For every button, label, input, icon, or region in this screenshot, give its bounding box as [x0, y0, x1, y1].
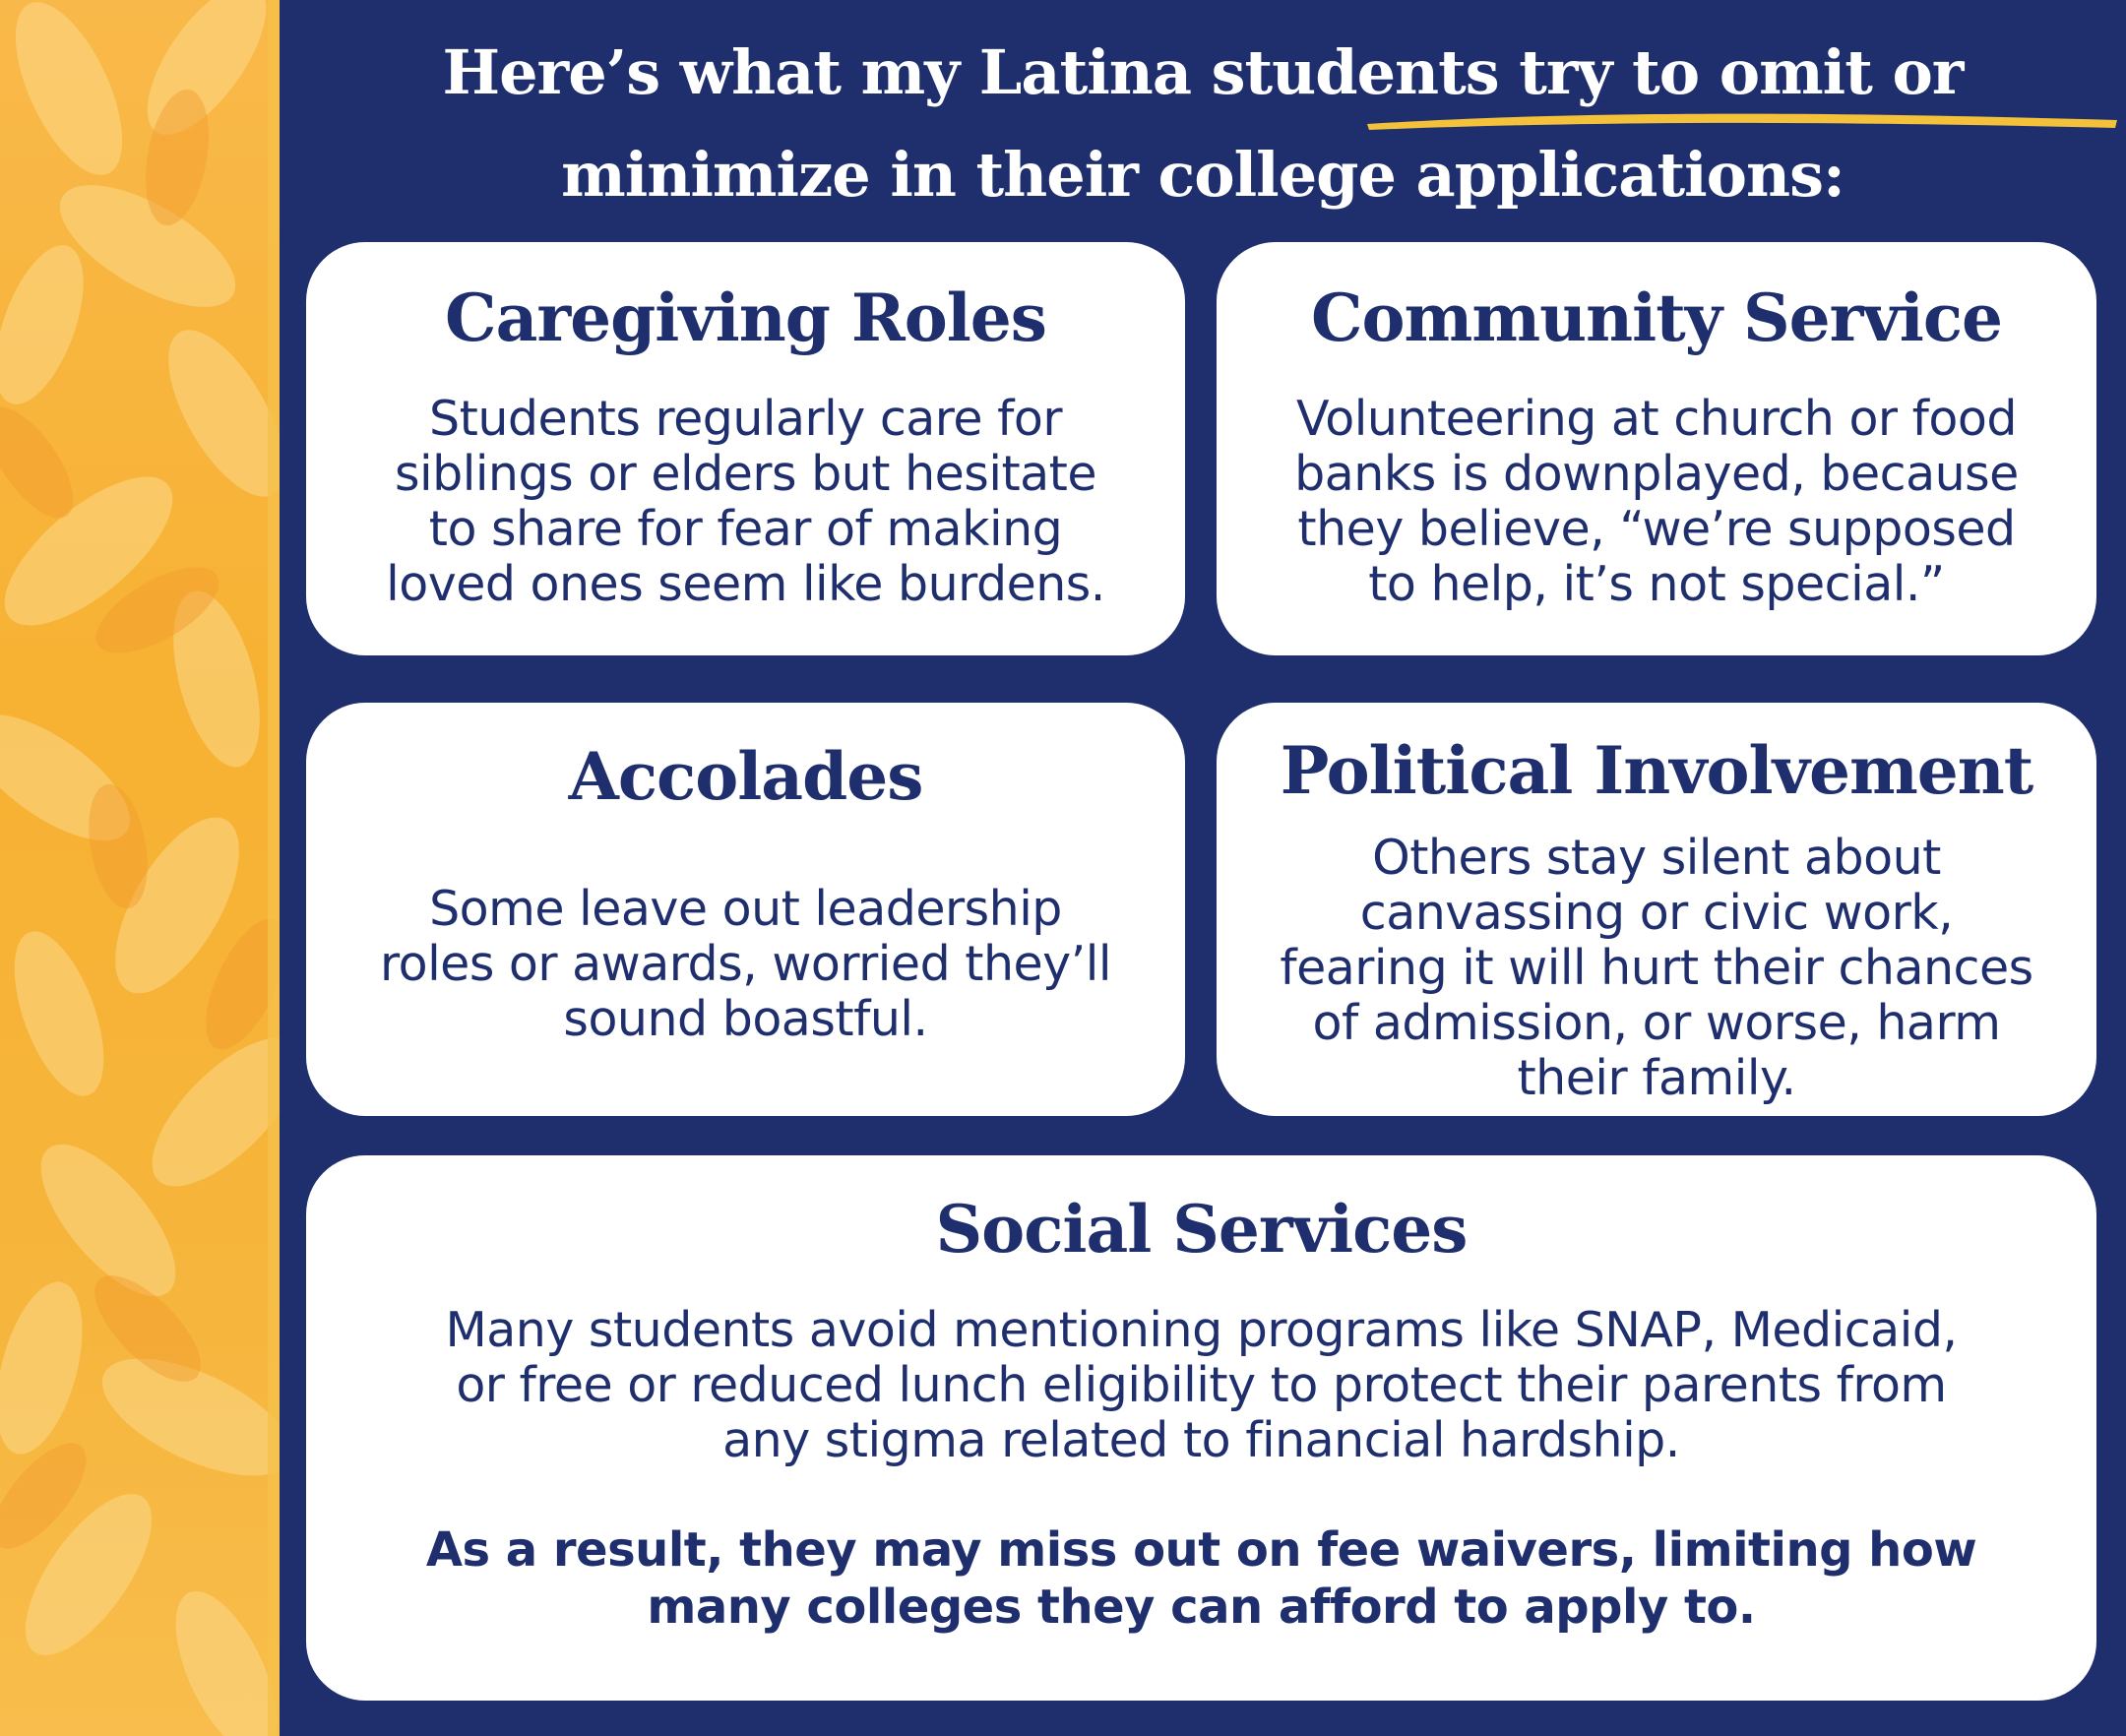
card-body-line: their family. — [1517, 1050, 1796, 1106]
card-body — [306, 1303, 2096, 1468]
card-body-line: of admission, or worse, harm — [1312, 995, 2001, 1051]
card-title: Caregiving Roles — [445, 279, 1046, 356]
card-body-line: Some leave out leadership — [429, 881, 1062, 937]
card-body-line: sound boastful. — [563, 991, 928, 1047]
card-body-line: Volunteering at church or food — [1296, 391, 2017, 447]
card-body — [1217, 392, 2096, 612]
card-body-line: banks is downplayed, because — [1294, 446, 2019, 502]
card-body-line: or free or reduced lunch eligibility to protect their parents from — [456, 1357, 1947, 1413]
card-body-line: fearing it will hurt their chances — [1280, 940, 2033, 996]
card-body-line: Many students avoid mentioning programs like SNAP, Medicaid, — [445, 1302, 1958, 1358]
card-body-line: Others stay silent about — [1372, 830, 1941, 886]
card-body — [1217, 831, 2096, 1106]
card-body-line: canvassing or civic work, — [1359, 885, 1954, 941]
card-social-services — [306, 1155, 2096, 1701]
card-emphasis — [306, 1521, 2096, 1636]
card-body — [306, 392, 1185, 612]
card-political-involvement — [1217, 703, 2096, 1116]
card-body-line: loved ones seem like burdens. — [386, 556, 1105, 612]
card-body — [306, 882, 1185, 1047]
card-title: Community Service — [1310, 279, 2003, 356]
card-title: Accolades — [568, 738, 923, 815]
title-line-2: minimize in their college applications: — [561, 139, 1845, 211]
card-caregiving-roles — [306, 242, 1185, 655]
highlight-underline — [1363, 102, 2121, 136]
emphasis-line: As a result, they may miss out on fee waivers, limiting how — [425, 1522, 1977, 1578]
card-title: Social Services — [935, 1191, 1468, 1268]
decorative-floral-band — [0, 0, 280, 1736]
card-community-service — [1217, 242, 2096, 655]
card-body-line: they believe, “we’re supposed — [1297, 501, 2016, 557]
title-line-1: Here’s what my Latina students try to omit or — [442, 36, 1964, 108]
card-title: Political Involvement — [1280, 732, 2033, 809]
card-body-line: any stigma related to financial hardship. — [722, 1412, 1680, 1468]
card-body-line: to share for fear of making — [428, 501, 1063, 557]
card-body-line: siblings or elders but hesitate — [394, 446, 1097, 502]
card-accolades — [306, 703, 1185, 1116]
card-body-line: roles or awards, worried they’ll — [380, 936, 1111, 992]
emphasis-line: many colleges they can afford to apply to. — [647, 1580, 1756, 1635]
card-body-line: to help, it’s not special.” — [1368, 556, 1945, 612]
floral-pattern — [0, 0, 280, 1736]
card-body-line: Students regularly care for — [429, 391, 1062, 447]
